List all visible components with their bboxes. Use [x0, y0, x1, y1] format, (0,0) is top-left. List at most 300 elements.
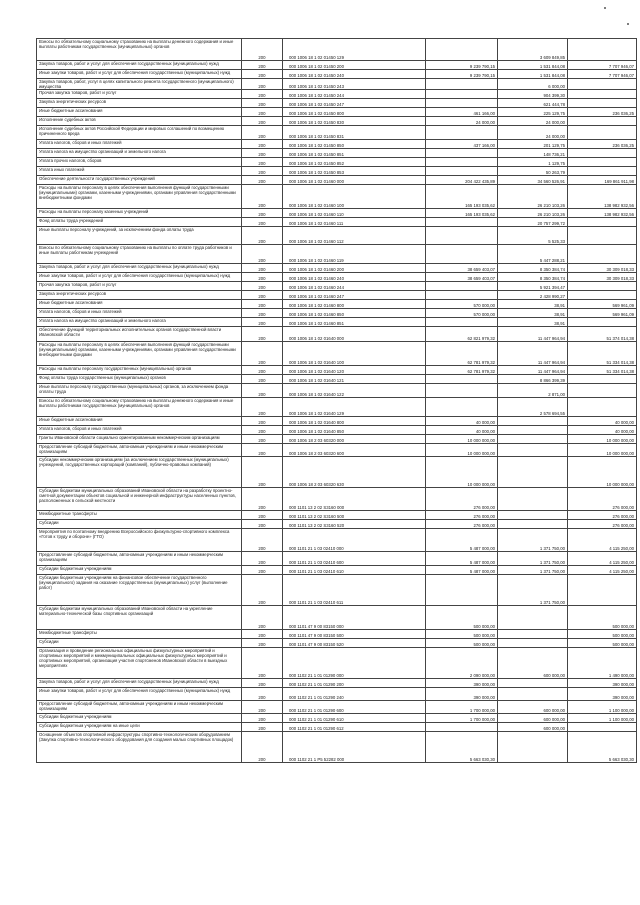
row-approved: 2 090 000,00	[426, 648, 498, 679]
row-approved	[426, 39, 498, 61]
row-approved	[426, 227, 498, 245]
row-remaining	[568, 282, 637, 291]
row-name: Уплата налогов, сборов и иных платежей	[37, 426, 242, 435]
row-name: Иные бюджетные ассигнования	[37, 300, 242, 309]
row-class-code: 000 1101 47 9 00 83150 500	[283, 630, 426, 639]
row-remaining: 40 000,00	[568, 417, 637, 426]
row-remaining	[568, 723, 637, 732]
row-line-code: 200	[242, 117, 283, 126]
table-row	[37, 688, 637, 701]
row-remaining: 51 334 014,38	[568, 342, 637, 366]
row-remaining	[568, 149, 637, 158]
row-approved: 62 821 979,32	[426, 327, 498, 342]
row-class-code: 000 1101 13 2 02 S3160 520	[283, 520, 426, 529]
row-remaining: 40 000,00	[568, 426, 637, 435]
row-line-code: 200	[242, 79, 283, 90]
row-name: Прочая закупка товаров, работ и услуг	[37, 282, 242, 291]
row-approved: 276 000,00	[426, 488, 498, 511]
row-class-code: 000 1006 18 1 02 01640 121	[283, 375, 426, 384]
row-executed: 600 000,00	[498, 714, 568, 723]
row-line-code: 200	[242, 209, 283, 218]
row-class-code: 000 1101 21 1 03 02410 611	[283, 575, 426, 606]
row-approved: 10 000 000,00	[426, 444, 498, 457]
row-executed: 1 371 750,00	[498, 552, 568, 566]
row-executed	[498, 679, 568, 688]
row-approved	[426, 291, 498, 300]
row-name: Расходы на выплаты персоналу в целях обеспечения выполнения функций государственными (муниципальными) органами, казенными учреждениями, органами управления государственными внебюджетными фондами	[37, 185, 242, 209]
row-approved: 5 487 000,00	[426, 529, 498, 552]
row-executed	[498, 435, 568, 444]
row-name: Организация и проведение региональных официальных физкультурных мероприятий и спортивных мероприятий и межмуниципальных официальных физкультурных мероприятий и спортивных мероприятий, организация участия спортсменов Ивановской области в выездных мероприятиях	[37, 648, 242, 679]
row-remaining: 138 982 932,56	[568, 185, 637, 209]
row-class-code: 000 1102 21 1 01 01290 600	[283, 701, 426, 714]
table-row	[37, 218, 637, 227]
row-class-code: 000 1006 18 1 02 01460 244	[283, 282, 426, 291]
row-line-code: 200	[242, 99, 283, 108]
row-remaining: 236 036,25	[568, 140, 637, 149]
table-row	[37, 426, 637, 435]
row-class-code: 000 1006 18 1 02 01450 853	[283, 167, 426, 176]
row-class-code: 000 1101 13 2 02 S3160 500	[283, 511, 426, 520]
row-approved: 5 487 000,00	[426, 566, 498, 575]
row-approved	[426, 575, 498, 606]
row-line-code: 200	[242, 417, 283, 426]
row-remaining	[568, 117, 637, 126]
row-remaining: 390 000,00	[568, 679, 637, 688]
row-class-code: 000 1006 18 1 02 01460 247	[283, 291, 426, 300]
table-row	[37, 167, 637, 176]
row-remaining: 169 861 911,98	[568, 176, 637, 185]
row-executed: 50 263,79	[498, 167, 568, 176]
table-row	[37, 318, 637, 327]
table-row	[37, 342, 637, 366]
row-remaining	[568, 227, 637, 245]
table-row	[37, 300, 637, 309]
row-line-code: 200	[242, 375, 283, 384]
row-executed	[498, 688, 568, 701]
row-remaining: 7 707 946,07	[568, 61, 637, 70]
row-approved: 165 193 035,62	[426, 209, 498, 218]
row-class-code: 000 1101 13 2 02 S3160 000	[283, 488, 426, 511]
row-executed: 1 371 750,00	[498, 575, 568, 606]
row-approved: 1 700 000,00	[426, 701, 498, 714]
row-class-code: 000 1102 21 1 01 01290 200	[283, 679, 426, 688]
row-executed: 600 000,00	[498, 723, 568, 732]
row-line-code: 200	[242, 426, 283, 435]
row-executed	[498, 488, 568, 511]
row-remaining	[568, 79, 637, 90]
row-class-code: 000 1006 18 1 02 01450 244	[283, 90, 426, 99]
row-executed: 8 866 399,39	[498, 375, 568, 384]
row-name: Обеспечение деятельности государственных учреждений	[37, 176, 242, 185]
row-class-code: 000 1006 18 1 02 01450 851	[283, 149, 426, 158]
row-executed: 1 531 844,08	[498, 61, 568, 70]
row-name: Субсидии бюджетным учреждениям	[37, 566, 242, 575]
row-name: Субсидии	[37, 520, 242, 529]
row-executed: 1 371 750,00	[498, 529, 568, 552]
row-line-code: 200	[242, 218, 283, 227]
row-remaining: 51 334 014,38	[568, 366, 637, 375]
row-remaining	[568, 318, 637, 327]
row-approved: 500 000,00	[426, 606, 498, 630]
row-name: Межбюджетные трансферты	[37, 511, 242, 520]
row-name: Мероприятия по поэтапному внедрению Всероссийского физкультурно-спортивного комплекса «Готов к труду и обороне» (ГТО)	[37, 529, 242, 552]
row-name: Закупка энергетических ресурсов	[37, 99, 242, 108]
table-row	[37, 511, 637, 520]
row-class-code: 000 1102 21 1 01 01290 000	[283, 648, 426, 679]
row-name: Закупка товаров, работ и услуг для обеспечения государственных (муниципальных) нужд	[37, 679, 242, 688]
row-remaining: 569 961,09	[568, 300, 637, 309]
row-class-code: 000 1006 18 1 02 01450 240	[283, 70, 426, 79]
row-executed: 1 371 750,00	[498, 566, 568, 575]
row-line-code: 200	[242, 566, 283, 575]
table-row	[37, 723, 637, 732]
row-approved: 570 000,00	[426, 300, 498, 309]
row-approved: 500 000,00	[426, 630, 498, 639]
row-executed: 600 000,00	[498, 701, 568, 714]
table-row	[37, 648, 637, 679]
row-line-code: 200	[242, 126, 283, 140]
row-name: Обеспечение функций территориальных исполнительных органов государственной власти Ивановской области	[37, 327, 242, 342]
row-executed: 225 129,75	[498, 108, 568, 117]
table-row	[37, 108, 637, 117]
row-class-code: 000 1006 18 1 02 01460 800	[283, 300, 426, 309]
table-row	[37, 185, 637, 209]
row-approved	[426, 245, 498, 264]
row-executed: 38,91	[498, 318, 568, 327]
row-class-code: 000 1102 21 1 01 01290 610	[283, 714, 426, 723]
table-row	[37, 529, 637, 552]
row-name: Фонд оплаты труда учреждений	[37, 218, 242, 227]
row-approved	[426, 126, 498, 140]
row-approved	[426, 375, 498, 384]
table-row	[37, 149, 637, 158]
row-line-code: 200	[242, 167, 283, 176]
row-remaining: 1 100 000,00	[568, 701, 637, 714]
row-remaining: 390 000,00	[568, 688, 637, 701]
row-line-code: 200	[242, 606, 283, 630]
row-executed	[498, 426, 568, 435]
row-remaining: 4 115 250,00	[568, 566, 637, 575]
row-executed	[498, 511, 568, 520]
row-remaining	[568, 99, 637, 108]
row-remaining: 5 663 030,30	[568, 732, 637, 763]
row-approved: 276 000,00	[426, 511, 498, 520]
row-class-code: 000 1006 18 1 02 01640 000	[283, 327, 426, 342]
row-executed: 148 736,21	[498, 149, 568, 158]
row-executed: 3 609 849,85	[498, 39, 568, 61]
row-approved: 5 663 030,30	[426, 732, 498, 763]
row-approved: 390 000,00	[426, 679, 498, 688]
row-executed	[498, 732, 568, 763]
row-class-code: 000 1006 18 1 02 01460 200	[283, 264, 426, 273]
row-line-code: 200	[242, 688, 283, 701]
table-row	[37, 39, 637, 61]
row-name: Закупка товаров, работ, услуг в целях капитального ремонта государственного (муниципального) имущества	[37, 79, 242, 90]
row-approved	[426, 282, 498, 291]
row-approved	[426, 218, 498, 227]
row-line-code: 200	[242, 488, 283, 511]
row-remaining	[568, 375, 637, 384]
row-name: Закупка товаров, работ и услуг для обеспечения государственных (муниципальных) нужд	[37, 264, 242, 273]
row-executed: 34 560 526,91	[498, 176, 568, 185]
row-remaining	[568, 90, 637, 99]
row-name: Гранты Ивановской области социально ориентированным некоммерческим организациям	[37, 435, 242, 444]
row-line-code: 200	[242, 714, 283, 723]
row-executed: 600 000,00	[498, 648, 568, 679]
table-row	[37, 140, 637, 149]
row-approved: 165 193 035,62	[426, 185, 498, 209]
table-row	[37, 630, 637, 639]
table-row	[37, 245, 637, 264]
row-remaining: 500 000,00	[568, 606, 637, 630]
row-remaining	[568, 158, 637, 167]
row-line-code: 200	[242, 679, 283, 688]
table-row	[37, 264, 637, 273]
row-remaining	[568, 398, 637, 417]
table-row	[37, 398, 637, 417]
row-class-code: 000 1102 21 1 01 01290 240	[283, 688, 426, 701]
row-line-code: 200	[242, 327, 283, 342]
row-line-code: 200	[242, 529, 283, 552]
row-line-code: 200	[242, 575, 283, 606]
row-name: Иные закупки товаров, работ и услуг для обеспечения государственных (муниципальных) нужд	[37, 70, 242, 79]
row-remaining	[568, 126, 637, 140]
row-remaining	[568, 218, 637, 227]
row-remaining: 1 490 000,00	[568, 648, 637, 679]
row-executed: 1 129,75	[498, 158, 568, 167]
row-class-code: 000 1006 18 1 02 01450 800	[283, 108, 426, 117]
row-remaining: 569 961,09	[568, 309, 637, 318]
row-name: Иные закупки товаров, работ и услуг для обеспечения государственных (муниципальных) нужд	[37, 688, 242, 701]
row-class-code: 000 1006 18 1 02 01450 200	[283, 61, 426, 70]
row-class-code: 000 1101 21 1 03 02410 600	[283, 552, 426, 566]
row-class-code: 000 1101 47 9 00 83150 000	[283, 606, 426, 630]
row-remaining	[568, 245, 637, 264]
row-line-code: 200	[242, 264, 283, 273]
table-row	[37, 606, 637, 630]
row-approved: 10 000 000,00	[426, 457, 498, 488]
row-executed: 26 210 103,26	[498, 209, 568, 218]
table-row	[37, 117, 637, 126]
row-approved	[426, 99, 498, 108]
row-approved	[426, 90, 498, 99]
table-row	[37, 282, 637, 291]
row-line-code: 200	[242, 552, 283, 566]
row-line-code: 200	[242, 511, 283, 520]
row-remaining: 138 982 932,56	[568, 209, 637, 218]
table-row	[37, 126, 637, 140]
table-row	[37, 70, 637, 79]
row-executed: 8 350 384,74	[498, 273, 568, 282]
row-class-code: 000 1101 21 1 03 02410 000	[283, 529, 426, 552]
table-row	[37, 679, 637, 688]
row-name: Субсидии бюджетам муниципальных образований Ивановской области на разработку проектно-сметной документации объектов социальной и инженерной инфраструктуры населенных пунктов, расположенных в сельской местности	[37, 488, 242, 511]
row-line-code: 200	[242, 245, 283, 264]
row-class-code: 000 1006 18 1 02 01450 129	[283, 39, 426, 61]
row-class-code: 000 1006 18 1 02 01460 111	[283, 218, 426, 227]
row-executed: 2 578 694,55	[498, 398, 568, 417]
row-approved	[426, 723, 498, 732]
row-class-code: 000 1006 18 1 02 01460 240	[283, 273, 426, 282]
row-approved: 38 659 403,07	[426, 264, 498, 273]
row-executed: 24 000,00	[498, 117, 568, 126]
row-remaining	[568, 575, 637, 606]
table-row	[37, 158, 637, 167]
row-executed	[498, 606, 568, 630]
row-name: Исполнение судебных актов	[37, 117, 242, 126]
row-remaining: 4 115 250,00	[568, 529, 637, 552]
scan-speck	[604, 7, 606, 9]
row-line-code: 200	[242, 70, 283, 79]
table-row	[37, 444, 637, 457]
table-row	[37, 209, 637, 218]
row-name: Предоставление субсидий бюджетным, автономным учреждениям и иным некоммерческим организациям	[37, 552, 242, 566]
row-approved: 38 659 403,07	[426, 273, 498, 282]
row-line-code: 200	[242, 639, 283, 648]
row-approved: 62 781 979,32	[426, 342, 498, 366]
row-remaining: 51 374 014,38	[568, 327, 637, 342]
row-name: Предоставление субсидий бюджетным, автономным учреждениям и иным некоммерческим организациям	[37, 444, 242, 457]
row-name: Уплата налога на имущество организаций и земельного налога	[37, 318, 242, 327]
table-row	[37, 79, 637, 90]
row-remaining: 1 100 000,00	[568, 714, 637, 723]
row-remaining: 500 000,00	[568, 630, 637, 639]
row-approved: 1 700 000,00	[426, 714, 498, 723]
row-class-code: 000 1006 18 1 02 01460 119	[283, 245, 426, 264]
row-name: Субсидии бюджетным учреждениям	[37, 714, 242, 723]
row-class-code: 000 1006 18 1 02 01460 112	[283, 227, 426, 245]
row-approved	[426, 79, 498, 90]
row-remaining: 276 000,00	[568, 511, 637, 520]
row-name: Расходы на выплаты персоналу в целях обеспечения выполнения функций государственными (муниципальными) органами, казенными учреждениями, органами управления государственными внебюджетными фондами	[37, 342, 242, 366]
row-class-code: 000 1006 18 1 02 01450 247	[283, 99, 426, 108]
row-line-code: 200	[242, 723, 283, 732]
row-name: Иные бюджетные ассигнования	[37, 417, 242, 426]
row-class-code: 000 1006 18 1 02 01460 110	[283, 209, 426, 218]
row-line-code: 200	[242, 648, 283, 679]
row-executed	[498, 639, 568, 648]
row-line-code: 200	[242, 273, 283, 282]
row-class-code: 000 1006 18 1 02 01450 830	[283, 117, 426, 126]
row-line-code: 200	[242, 318, 283, 327]
table-row	[37, 639, 637, 648]
row-class-code: 000 1006 18 1 02 01460 100	[283, 185, 426, 209]
row-approved: 9 239 790,15	[426, 61, 498, 70]
row-remaining: 10 000 000,00	[568, 435, 637, 444]
row-executed	[498, 630, 568, 639]
row-remaining: 236 036,25	[568, 108, 637, 117]
table-row	[37, 327, 637, 342]
row-name: Прочая закупка товаров, работ и услуг	[37, 90, 242, 99]
row-remaining: 10 000 000,00	[568, 444, 637, 457]
row-executed: 5 447 288,21	[498, 245, 568, 264]
row-approved	[426, 158, 498, 167]
row-name: Расходы на выплаты персоналу государственных (муниципальных) органов	[37, 366, 242, 375]
row-approved	[426, 384, 498, 398]
table-row	[37, 90, 637, 99]
row-executed: 2 428 990,27	[498, 291, 568, 300]
row-line-code: 200	[242, 309, 283, 318]
row-class-code: 000 1006 18 1 02 01640 129	[283, 398, 426, 417]
row-name: Исполнение судебных актов Российской Федерации и мировых соглашений по возмещению причиненного вреда	[37, 126, 242, 140]
row-name: Субсидии	[37, 639, 242, 648]
row-line-code: 200	[242, 227, 283, 245]
row-approved: 10 000 000,00	[426, 435, 498, 444]
row-line-code: 200	[242, 435, 283, 444]
row-line-code: 200	[242, 384, 283, 398]
row-name: Межбюджетные трансферты	[37, 630, 242, 639]
row-name: Субсидии бюджетным учреждениям на иные цели	[37, 723, 242, 732]
row-executed: 1 531 844,08	[498, 70, 568, 79]
row-executed: 201 129,75	[498, 140, 568, 149]
row-line-code: 200	[242, 520, 283, 529]
table-row	[37, 552, 637, 566]
row-line-code: 200	[242, 158, 283, 167]
row-class-code: 000 1006 18 1 02 01640 120	[283, 366, 426, 375]
row-remaining: 30 309 018,33	[568, 273, 637, 282]
budget-execution-table	[36, 38, 637, 763]
table-row	[37, 273, 637, 282]
table-row	[37, 575, 637, 606]
row-approved	[426, 167, 498, 176]
table-row	[37, 488, 637, 511]
row-remaining: 500 000,00	[568, 639, 637, 648]
row-line-code: 200	[242, 444, 283, 457]
row-name: Взносы по обязательному социальному страхованию на выплаты денежного содержания и иные выплаты работникам государственных (муниципальных) органов	[37, 398, 242, 417]
row-executed: 904 399,30	[498, 90, 568, 99]
row-name: Уплата налогов, сборов и иных платежей	[37, 309, 242, 318]
row-remaining	[568, 167, 637, 176]
row-class-code: 000 1006 18 1 02 01460 850	[283, 309, 426, 318]
row-line-code: 200	[242, 108, 283, 117]
table-row	[37, 227, 637, 245]
row-class-code: 000 1006 18 1 02 01640 100	[283, 342, 426, 366]
row-executed: 2 871,00	[498, 384, 568, 398]
row-name: Субсидии бюджетным учреждениям на финансовое обеспечение государственного (муниципального) задания на оказание государственных (муниципальных) услуг (выполнение работ)	[37, 575, 242, 606]
row-executed: 38,91	[498, 309, 568, 318]
row-approved: 500 000,00	[426, 639, 498, 648]
row-approved: 390 000,00	[426, 688, 498, 701]
row-class-code: 000 1101 47 9 00 83150 520	[283, 639, 426, 648]
row-executed	[498, 444, 568, 457]
row-approved: 461 166,00	[426, 108, 498, 117]
row-class-code: 000 1006 18 1 02 01460 851	[283, 318, 426, 327]
scan-speck	[627, 23, 629, 25]
row-name: Уплата иных платежей	[37, 167, 242, 176]
row-name: Оснащение объектов спортивной инфраструктуры спортивно-технологическим оборудованием (Закупка спортивно-технологического оборудования для создания малых спортивных площадок)	[37, 732, 242, 763]
row-executed: 11 447 964,94	[498, 342, 568, 366]
row-class-code: 000 1006 18 2 03 60320 600	[283, 444, 426, 457]
row-approved: 24 000,00	[426, 117, 498, 126]
row-class-code: 000 1006 18 1 02 01450 852	[283, 158, 426, 167]
row-class-code: 000 1102 21 1 P5 52282 000	[283, 732, 426, 763]
row-remaining	[568, 39, 637, 61]
table-row	[37, 566, 637, 575]
row-name: Субсидии бюджетам муниципальных образований Ивановской области на укрепление материально-технической базы спортивных организаций	[37, 606, 242, 630]
row-executed: 6 000,00	[498, 79, 568, 90]
table-row	[37, 366, 637, 375]
row-executed: 8 350 384,74	[498, 264, 568, 273]
row-class-code: 000 1006 18 2 03 60320 630	[283, 457, 426, 488]
table-row	[37, 417, 637, 426]
table-body	[37, 39, 637, 763]
row-line-code: 200	[242, 701, 283, 714]
table-row	[37, 61, 637, 70]
table-row	[37, 520, 637, 529]
row-name: Иные выплаты персоналу учреждений, за исключением фонда оплаты труда	[37, 227, 242, 245]
row-line-code: 200	[242, 300, 283, 309]
